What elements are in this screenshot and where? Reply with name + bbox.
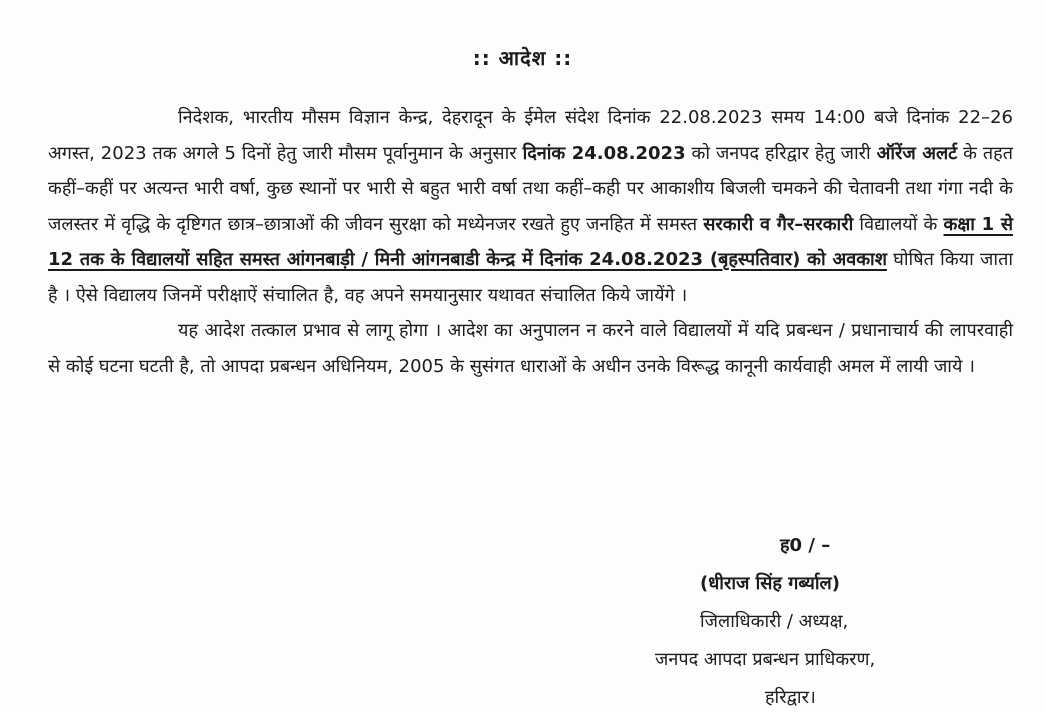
holiday-declaration: कक्षा 1 से 12 तक के विद्यालयों सहित समस्त आंगनबाड़ी / मिनी आंगनबाडी केन्द्र में दिनांक 24.08.2023 (बृहस्पतिवार) को अवकाश xyxy=(48,213,1013,270)
order-paragraph-1 xyxy=(48,100,1013,313)
signatory-authority: जनपद आपदा प्रबन्धन प्राधिकरण, xyxy=(655,649,876,670)
order-paragraph-2: यह आदेश तत्काल प्रभाव से लागू होगा । आदेश का अनुपालन न करने वाले विद्यालयों में यदि प्रबन्धन / प्रधानाचार्य की लापरवाही से कोई घटना घटती है, तो आपदा प्रबन्धन अधिनियम, 2005 के सुसंगत धाराओं के अधीन उनके विरूद्ध कानूनी कार्यवाही अमल में लायी जाये । xyxy=(48,320,1013,377)
para1-text-2: को जनपद हरिद्वार हेतु जारी xyxy=(685,142,877,164)
para1-text-1: निदेशक, भारतीय मौसम विज्ञान केन्द्र, देहरादून के ईमेल संदेश दिनांक 22.08.2023 समय 14:00 बजे दिनांक 22–26 अगस्त, 2023 तक अगले 5 दिनों हेतु जारी मौसम पूर्वानुमान के अनुसार xyxy=(48,107,1013,164)
alert-date: दिनांक 24.08.2023 xyxy=(522,142,686,164)
para1-text-4: विद्यालयों के xyxy=(853,213,944,235)
para1-text-5: घोषित किया जाता है । ऐसे विद्यालय जिनमें परीक्षाऐं संचालित है, वह अपने समयानुसार यथावत संचालित किये जायेंगे । xyxy=(48,249,1013,306)
school-types: सरकारी व गैर–सरकारी xyxy=(703,213,854,235)
document-title: :: आदेश :: xyxy=(472,46,573,70)
signatory-designation: जिलाधिकारी / अध्यक्ष, xyxy=(700,611,849,632)
signature-mark: ह0 / – xyxy=(780,535,831,556)
signatory-name: (धीराज सिंह गर्ब्याल) xyxy=(700,573,840,594)
order-body xyxy=(48,100,1013,384)
orange-alert: ऑरेंज अलर्ट xyxy=(876,142,958,164)
para1-text-3: के तहत कहीं–कहीं पर अत्यन्त भारी वर्षा, कुछ स्थानों पर भारी से बहुत भारी वर्षा तथा कहीं–कही पर आकाशीय बिजली चमकने की चेतावनी तथा गंगा नदी के जलस्तर में वृद्धि के दृष्टिगत छात्र–छात्राओं की जीवन सुरक्षा को मध्येनजर रखते हुए जनहित में समस्त xyxy=(48,142,1013,235)
signature-block xyxy=(600,527,1020,717)
signatory-place: हरिद्वार। xyxy=(765,687,816,708)
